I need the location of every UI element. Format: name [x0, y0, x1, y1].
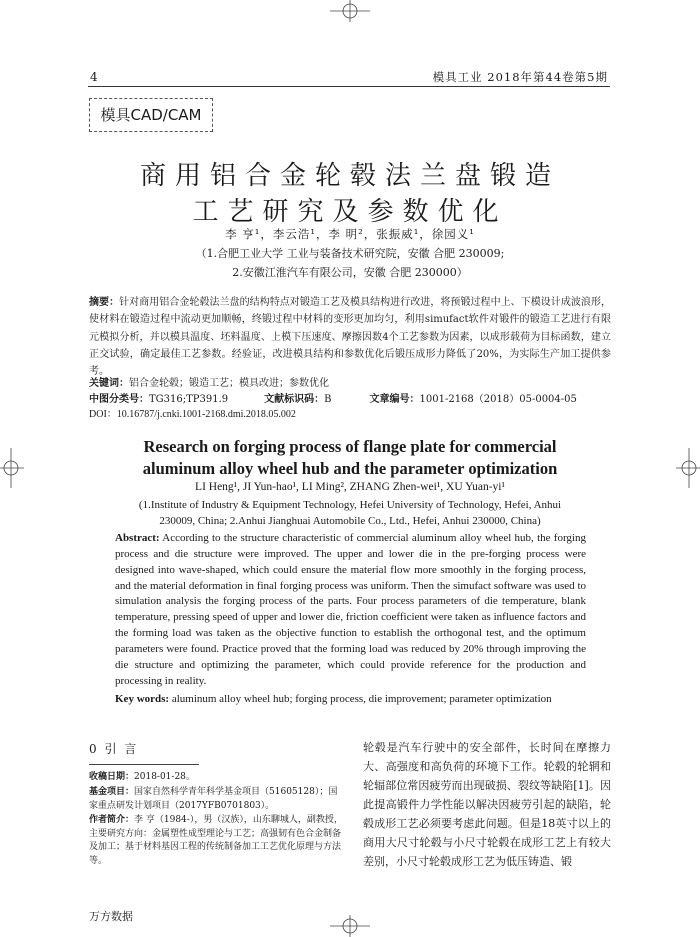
clc-label: 中图分类号： [89, 394, 149, 405]
doi: DOI：10.16787/j.cnki.1001-2168.dmi.2018.05.002 [89, 409, 296, 420]
chinese-title-line1: 商用铝合金轮毂法兰盘锻造 [139, 161, 560, 191]
crop-mark-bottom [330, 915, 370, 937]
english-abstract-text: According to the structure characteristic of commercial aluminum alloy wheel hub, the forging process and die structure were improved. The upper and lower die in the pre-forging process were designed into wave-shaped, which could ensure the material flow more smoothly in the forging process, and the material deformation in final forging process was uniform. Then the simufact software was used to simulation analysis the forging process of the parts. Four process parameters of die temperature, blank temperature, pressing speed of upper and lower die, friction coefficient were taken as influence factors and the forming load was taken as the objective function to establish the orthogonal test, and the optimum parameters were found. Practice proved that the forming load was reduced by 20% through improving the die structure and optimizing the parameter, which could provide reference for the production and processing in reality. [115, 532, 586, 687]
chinese-affiliation-line2: 2.安徽江淮汽车有限公司，安徽 合肥 230000） [232, 266, 468, 279]
english-authors: LI Heng¹, JI Yun-hao¹, LI Ming², ZHANG Zhen-wei¹, XU Yuan-yi¹ [195, 481, 505, 493]
english-title-line2: aluminum alloy wheel hub and the parameter optimization [142, 459, 558, 478]
english-title [0, 436, 700, 480]
article-no-value: 1001-2168（2018）05-0004-05 [419, 394, 577, 405]
page-number: 4 [90, 70, 98, 84]
doc-code-label: 文献标识码： [264, 394, 325, 405]
english-title-line1: Research on forging process of flange plate for commercial [143, 437, 557, 456]
article-no-label: 文章编号： [369, 394, 420, 405]
bio-value: 李 亨（1984-），男（汉族），山东聊城人，副教授，主要研究方向：金属塑性成型理论与工艺；高强韧有色合金制备及加工；基于材料基因工程的传统制备加工工艺优化原理与方法等。 [89, 815, 343, 866]
footer-brand: 万方数据 [89, 910, 133, 923]
chinese-abstract [89, 294, 611, 380]
bio-label: 作者简介： [89, 815, 135, 825]
chinese-abstract-label: 摘要： [89, 297, 120, 308]
chinese-keywords [89, 375, 611, 392]
doc-code-value: B [324, 394, 332, 405]
chinese-keywords-label: 关键词： [89, 378, 129, 389]
chinese-affiliation [0, 244, 700, 282]
english-keywords-text: aluminum alloy wheel hub; forging process, die improvement; parameter optimization [169, 693, 552, 705]
crop-mark-top [330, 0, 370, 22]
received-label: 收稿日期： [89, 772, 135, 782]
english-affiliation-line1: (1.Institute of Industry & Equipment Technology, Hefei University of Technology, Hefei, Anhui [138, 499, 562, 511]
clc-value: TG316;TP391.9 [149, 394, 229, 405]
section-tag: 模具CAD/CAM [89, 98, 213, 132]
intro-paragraph: 轮毂是汽车行驶中的安全部件，长时间在摩擦力大、高强度和高负荷的环境下工作。轮毂的轮辋和轮辐部位常因疲劳而出现破损、裂纹等缺陷[1]。因此提高锻件力学性能以解决因疲劳引起的缺陷，轮毂成形工艺必须要考虑此问题。但是18英寸以上的商用大尺寸轮毂与小尺寸轮毂在成形工艺上有较大差别，小尺寸轮毂成形工艺为低压铸造、锻 [363, 741, 611, 868]
header-rule [88, 86, 610, 87]
english-abstract-label: Abstract: [115, 532, 160, 544]
english-keywords [115, 692, 586, 708]
chinese-affiliation-line1: （1.合肥工业大学 工业与装备技术研究院，安徽 合肥 230009; [195, 247, 505, 260]
footnote-fund [89, 786, 343, 813]
english-keywords-label: Key words: [115, 693, 170, 705]
received-value: 2018-01-28。 [134, 772, 195, 782]
chinese-title-line2: 工艺研究及参数优化 [192, 197, 508, 227]
chinese-authors: 李 亨¹，李云浩¹，李 明²，张振威¹，徐园义¹ [225, 227, 475, 241]
chinese-keywords-text: 铝合金轮毂；锻造工艺；模具改进；参数优化 [129, 378, 329, 389]
footnote-bio [89, 814, 343, 868]
fund-value: 国家自然科学青年科学基金项目（51605128）；国家重点研发计划项目（2017YFB0701803）。 [89, 787, 338, 811]
chinese-title [0, 158, 700, 230]
chinese-abstract-text: 针对商用铝合金轮毂法兰盘的结构特点对锻造工艺及模具结构进行改进，将预锻过程中上、下模设计成波浪形，使材料在锻造过程中流动更加顺畅，终锻过程中材料的变形更加均匀，利用simufact软件对锻件的锻造工艺进行有限元模拟分析，并以模具温度、坯料温度、上模下压速度、摩擦因数4个工艺参数为因素，以成形载荷为目标函数，建立正交试验，确定最佳工艺参数。经验证，改进模具结构和参数优化后锻压成形力降低了20%，为实际生产加工提供参考。 [89, 297, 612, 378]
english-affiliation [0, 497, 700, 529]
footnote-received [89, 771, 343, 785]
english-affiliation-line2: 230009, China; 2.Anhui Jianghuai Automobile Co., Ltd., Hefei, Anhui 230000, China) [159, 515, 541, 527]
section-heading: 0 引 言 [89, 742, 139, 756]
english-abstract [115, 531, 586, 689]
footnote-rule [89, 764, 199, 765]
journal-info: 模具工业 2018年第44卷第5期 [432, 70, 608, 84]
fund-label: 基金项目： [89, 787, 135, 797]
